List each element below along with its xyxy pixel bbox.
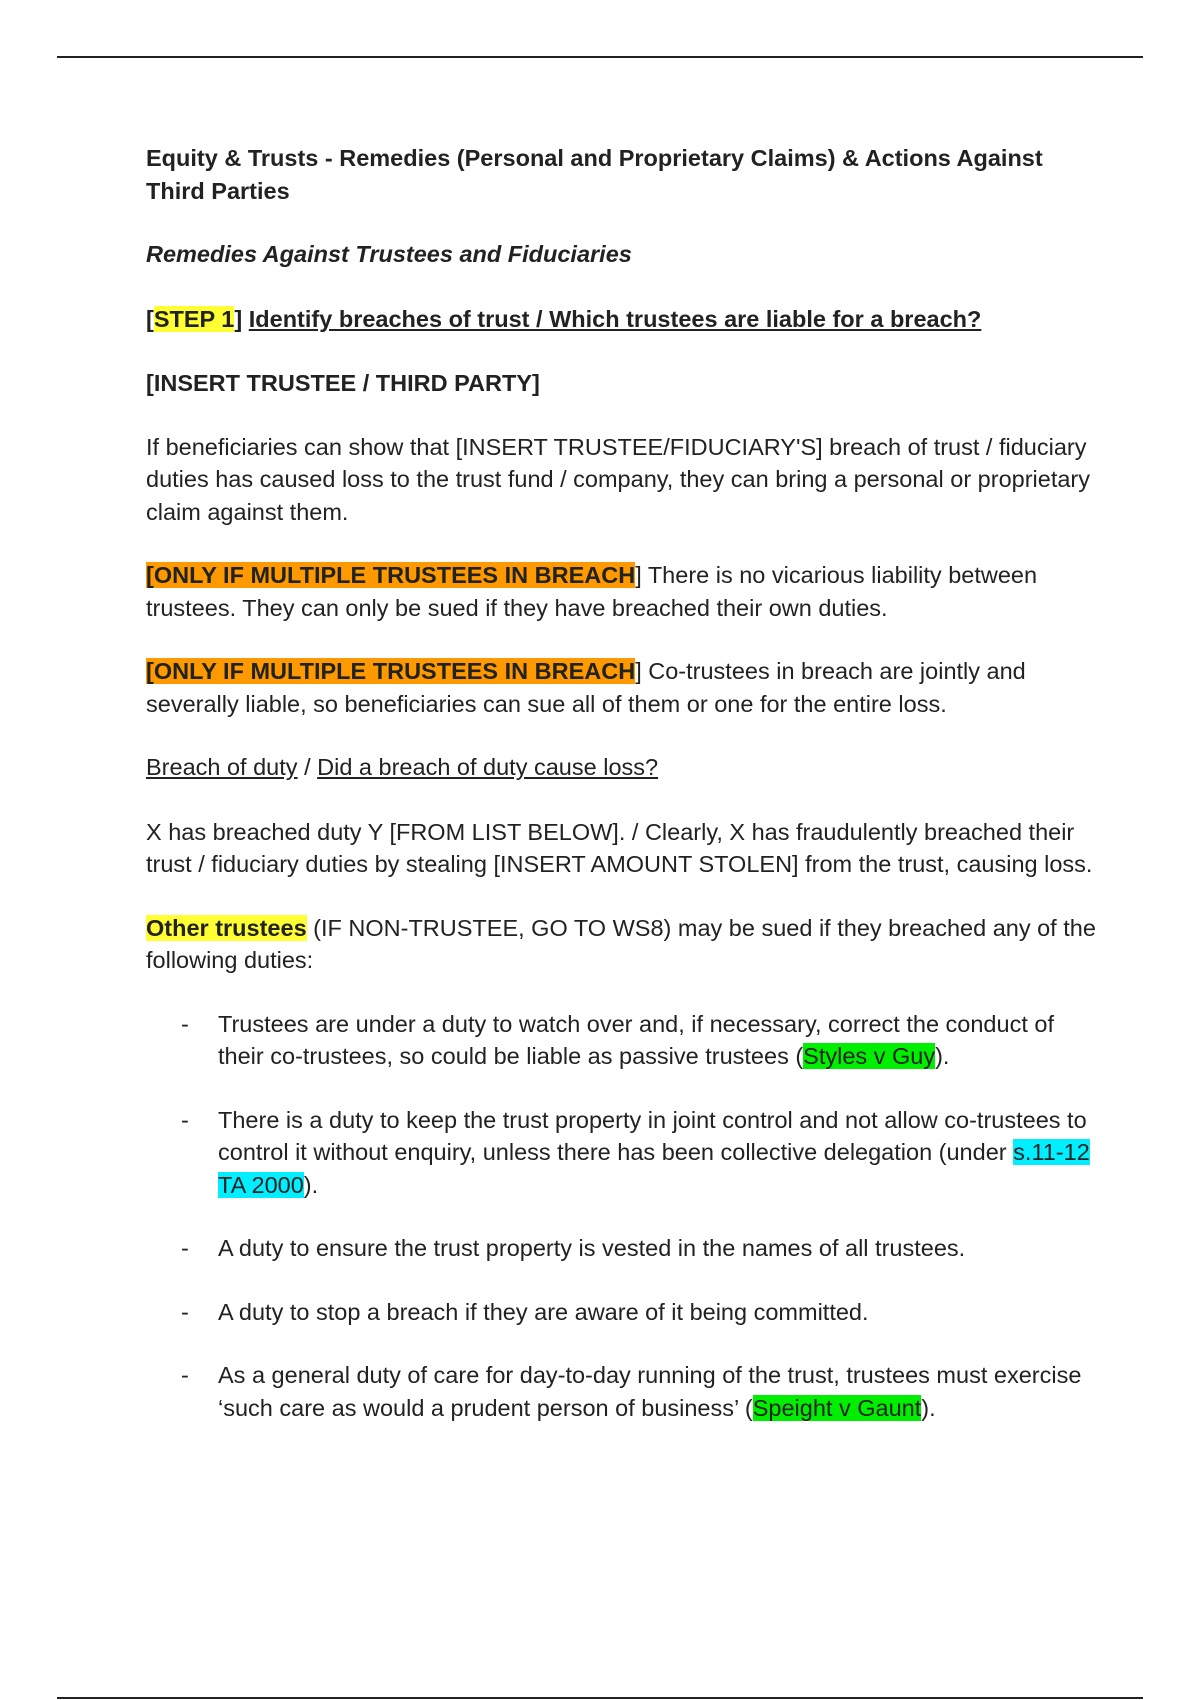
step-bracket-open: [ (146, 305, 154, 332)
insert-heading: [INSERT TRUSTEE / THIRD PARTY] (146, 370, 540, 396)
step-heading-text: Identify breaches of trust / Which trustees are liable for a breach? (248, 305, 982, 332)
multiple-trustees-paragraph-1 (146, 559, 1096, 624)
breach-heading-part2: Did a breach of duty cause loss? (317, 754, 659, 780)
statute-citation: s.11-12 TA 2000 (218, 1139, 1090, 1198)
list-item-text: There is a duty to keep the trust property in joint control and not allow co-trustees to control it without enquiry, unless there has been collective delegation (under (218, 1106, 1087, 1165)
list-item-text: A duty to ensure the trust property is vested in the names of all trustees. (218, 1235, 966, 1261)
multiple-trustees-tag: [ONLY IF MULTIPLE TRUSTEES IN BREACH (146, 562, 636, 588)
document-body (146, 142, 1096, 1424)
list-item (146, 1232, 1096, 1265)
list-item-text: As a general duty of care for day-to-day running of the trust, trustees must exercise ‘such care as would a prudent person of business’ ( (218, 1362, 1082, 1421)
list-dash: - (181, 1235, 189, 1261)
case-citation: Styles v Guy (803, 1043, 936, 1069)
intro-paragraph: If beneficiaries can show that [INSERT TRUSTEE/FIDUCIARY'S] breach of trust / fiduciary duties has caused loss to the trust fund / company, they can bring a personal or proprietary claim against them. (146, 433, 1091, 525)
multiple-trustees-paragraph-2 (146, 655, 1096, 720)
list-item (146, 1296, 1096, 1329)
list-dash: - (181, 1362, 189, 1388)
multiple-trustees-text: ] Co-trustees in breach are jointly and severally liable, so beneficiaries can sue all of them or one for the entire loss. (146, 658, 1026, 717)
breach-heading-separator: / (297, 754, 318, 780)
multiple-trustees-text: ] There is no vicarious liability between trustees. They can only be sued if they have breached their own duties. (146, 562, 1038, 621)
list-item-text: Trustees are under a duty to watch over and, if necessary, correct the conduct of their co-trustees, so could be liable as passive trustees ( (218, 1010, 1054, 1069)
list-item-text-end: ). (921, 1394, 936, 1421)
list-item (146, 1359, 1096, 1424)
other-trustees-text: (IF NON-TRUSTEE, GO TO WS8) may be sued if they breached any of the following duties: (146, 914, 1096, 973)
list-dash: - (181, 1010, 189, 1037)
step-bracket-close: ] (234, 305, 243, 332)
duties-list (146, 1008, 1096, 1425)
step-tag: STEP 1 (153, 305, 235, 332)
list-item (146, 1104, 1096, 1202)
step-heading (146, 303, 1096, 336)
list-item-text: A duty to stop a breach if they are aware of it being committed. (218, 1298, 869, 1325)
bottom-rule (57, 1697, 1143, 1699)
breach-heading (146, 751, 1096, 784)
list-item-text-end: ). (303, 1171, 319, 1198)
list-dash: - (181, 1298, 189, 1325)
other-trustees-tag: Other trustees (146, 914, 307, 941)
top-rule (57, 56, 1143, 58)
list-item-text-end: ). (935, 1043, 950, 1069)
breach-heading-part1: Breach of duty (146, 754, 298, 780)
breach-paragraph: X has breached duty Y [FROM LIST BELOW]. / Clearly, X has fraudulently breached their trust / fiduciary duties by stealing [INSERT AMOUNT STOLEN] from the trust, causing loss. (146, 818, 1093, 877)
case-citation: Speight v Gaunt (752, 1394, 922, 1421)
other-trustees-paragraph (146, 912, 1096, 977)
section-subtitle: Remedies Against Trustees and Fiduciaries (146, 241, 632, 267)
document-title: Equity & Trusts - Remedies (Personal and Proprietary Claims) & Actions Against Third Parties (146, 145, 1043, 204)
list-item (146, 1008, 1096, 1073)
list-dash: - (181, 1106, 189, 1133)
multiple-trustees-tag: [ONLY IF MULTIPLE TRUSTEES IN BREACH (146, 658, 636, 684)
